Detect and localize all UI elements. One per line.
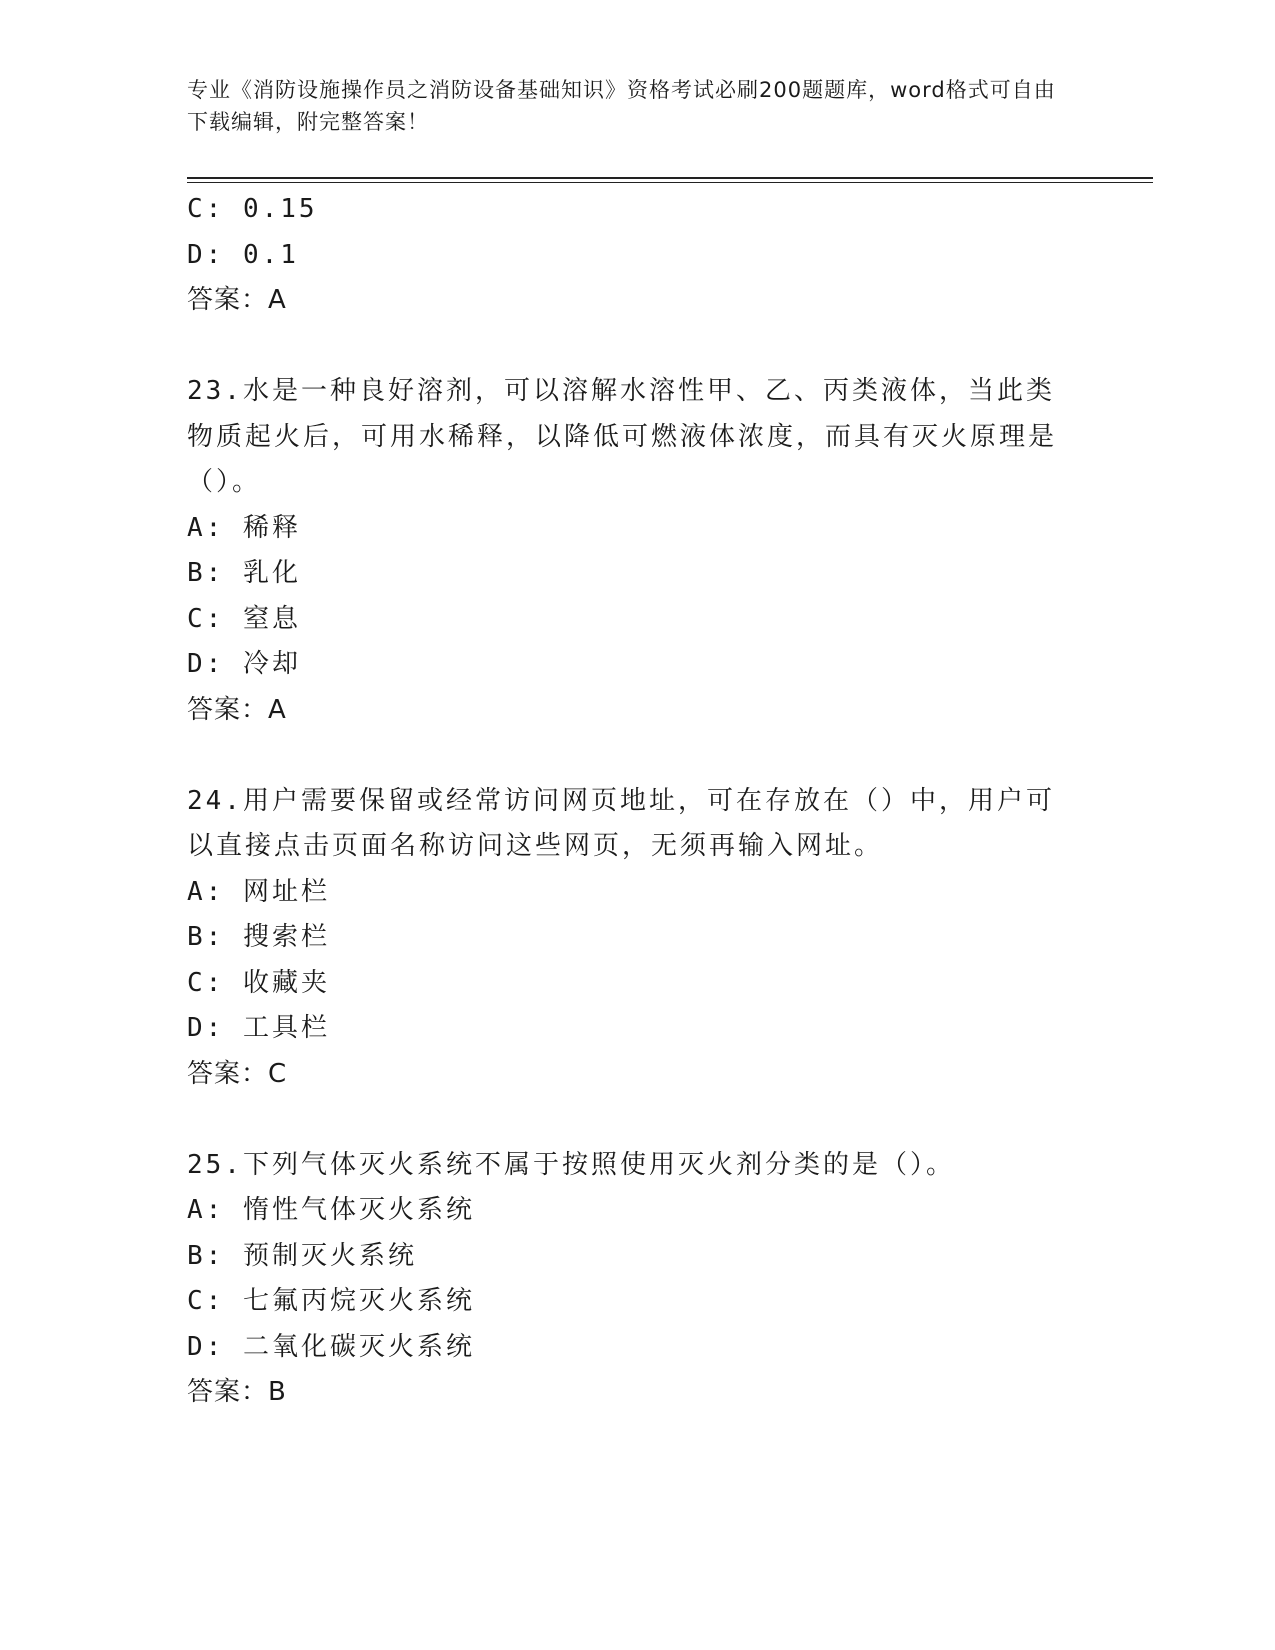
page-header-title: 专业《消防设施操作员之消防设备基础知识》资格考试必刷200题题库，word格式可自由下载编辑，附完整答案！ [187, 78, 1056, 134]
option-c: C: 七氟丙烷灭火系统 [187, 1286, 475, 1316]
answer-line: 答案：A [187, 694, 287, 725]
option-a: A: 惰性气体灭火系统 [187, 1195, 475, 1225]
option-d: D: 0.1 [187, 239, 299, 270]
question-24 [187, 779, 1087, 1098]
option-c: C: 收藏夹 [187, 967, 330, 998]
spacer [187, 324, 1087, 370]
option-b: B: 预制灭火系统 [187, 1240, 417, 1271]
option-c: C: 窒息 [187, 603, 301, 634]
option-b: B: 乳化 [187, 558, 301, 588]
question-text: 23.水是一种良好溶剂，可以溶解水溶性甲、乙、丙类液体，当此类物质起火后，可用水稀释，以降低可燃液体浓度，而具有灭火原理是（）。 [187, 376, 1058, 497]
question-25 [187, 1143, 1087, 1416]
answer-line: 答案：B [187, 1377, 287, 1407]
option-c: C: 0.15 [187, 194, 318, 224]
header-divider-thin [187, 182, 1153, 183]
header-divider-thick [187, 177, 1153, 179]
option-a: A: 网址栏 [187, 876, 330, 907]
question-text: 24.用户需要保留或经常访问网页地址，可在存放在（）中，用户可以直接点击页面名称访问这些网页，无须再输入网址。 [187, 785, 1055, 861]
option-a: A: 稀释 [187, 512, 301, 543]
spacer [187, 733, 1087, 779]
question-content [187, 187, 1087, 1416]
option-d: D: 工具栏 [187, 1013, 330, 1043]
question-23 [187, 369, 1087, 733]
answer-line: 答案：A [187, 285, 287, 315]
option-b: B: 搜索栏 [187, 922, 330, 952]
option-d: D: 二氧化碳灭火系统 [187, 1331, 475, 1362]
spacer [187, 1097, 1087, 1143]
answer-line: 答案：C [187, 1058, 288, 1089]
option-d: D: 冷却 [187, 649, 301, 679]
question-22-continuation [187, 187, 1087, 324]
question-text: 25.下列气体灭火系统不属于按照使用灭火剂分类的是（）。 [187, 1149, 955, 1180]
